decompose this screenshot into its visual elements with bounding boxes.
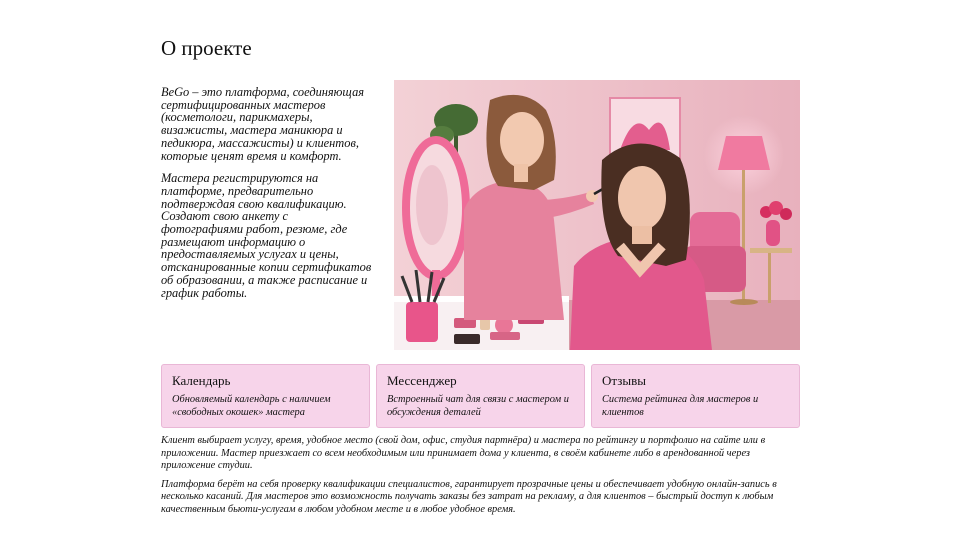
description-paragraph: Клиент выбирает услугу, время, удобное место (свой дом, офис, студия партнёра) и мастера по рейтингу и портфолио на сайте или в приложении. Мастер приезжает со всем необходимым или принимает дома у клиента, в своём кабинете либо в арендованной через приложение студии. [161, 435, 766, 471]
feature-card-calendar [161, 364, 370, 428]
makeup-artist-photo [394, 80, 800, 350]
feature-cards [161, 364, 800, 428]
page-title: О проекте [161, 36, 252, 60]
feature-card-desc: Обновляемый календарь с наличием «свободных окошек» мастера [172, 394, 331, 418]
intro-paragraph: Мастера регистрируются на платформе, предварительно подтверждая свою квалификацию. Создают свою анкету с фотографиями работ, резюме, где размещают информацию о предоставляемых услугах и цены, отсканированные копии сертификатов об образовании, а также расписание и график работы. [161, 171, 372, 300]
feature-card-title: Календарь [172, 373, 231, 388]
feature-card-reviews [591, 364, 800, 428]
feature-card-desc: Система рейтинга для мастеров и клиентов [602, 394, 759, 418]
description-paragraph: Платформа берёт на себя проверку квалификации специалистов, гарантирует прозрачные цены и обеспечивает удобную онлайн-запись в несколько касаний. Для мастеров это возможность получать заказы без затрат на рекламу, а для клиентов – быстрый доступ к любым качественным бьюти-услугам в любом удобном месте и в любое удобное время. [161, 478, 777, 515]
feature-card-messenger [376, 364, 585, 428]
description-text [161, 435, 801, 522]
feature-card-desc: Встроенный чат для связи с мастером и обсуждения деталей [387, 394, 569, 418]
feature-card-title: Мессенджер [387, 373, 457, 388]
intro-text [161, 86, 373, 309]
intro-paragraph: BeGo – это платформа, соединяющая сертифицированных мастеров (косметологи, парикмахеры, визажисты, мастера маникюра и педикюра, массажисты) и клиентов, которые ценят время и комфорт. [161, 85, 365, 163]
feature-card-title: Отзывы [602, 373, 646, 388]
